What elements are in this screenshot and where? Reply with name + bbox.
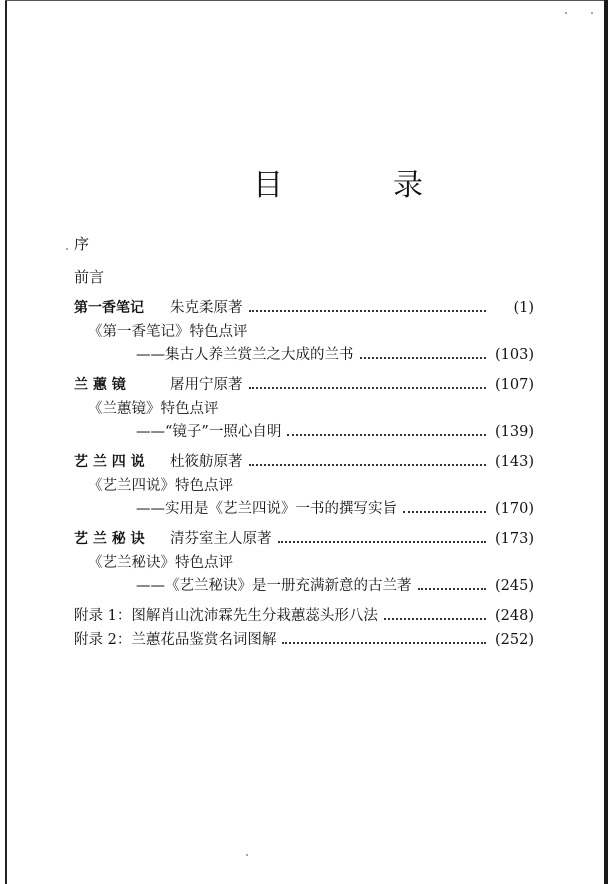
toc-sub-title: 《艺兰秘诀》特色点评 [88, 555, 233, 571]
toc-appendix-title: 附录 1：图解肖山沈沛霖先生分栽蕙蕊头形八法 [74, 608, 378, 624]
toc-page-number: (1) [513, 300, 534, 316]
dot-leader [418, 587, 487, 590]
dot-leader [287, 433, 486, 436]
scan-speck [591, 12, 593, 14]
dot-leader [278, 540, 487, 543]
toc-entry[interactable] [74, 373, 534, 395]
toc-sub-title: ——实用是《艺兰四说》一书的撰写实旨 [136, 501, 397, 517]
toc-subentry[interactable] [136, 343, 534, 365]
toc-page-number: (248) [495, 608, 534, 624]
toc-page-number: (139) [495, 424, 534, 440]
toc-section-title: 艺 兰 秘 诀 [74, 531, 145, 547]
toc-sub-title: ——“镜子”一照心自明 [136, 424, 282, 440]
toc-sub-title: 《第一香笔记》特色点评 [88, 324, 248, 340]
toc-section-title: 第一香笔记 [74, 300, 144, 316]
toc-subentry[interactable] [88, 551, 534, 573]
toc-subentry[interactable] [88, 397, 534, 419]
toc-author: 屠用宁原著 [170, 377, 243, 393]
toc-appendix[interactable] [74, 628, 534, 650]
toc-page-number: (107) [495, 377, 534, 393]
toc-sub-title: 《兰蕙镜》特色点评 [88, 401, 219, 417]
dot-leader [249, 309, 487, 312]
dot-leader [282, 641, 486, 644]
toc-subentry[interactable] [136, 420, 534, 442]
toc-subentry[interactable] [88, 320, 534, 342]
toc-section-title: 兰 蕙 镜 [74, 377, 126, 393]
toc-section-title: 艺 兰 四 说 [74, 454, 145, 470]
page-top-edge [5, 0, 604, 1]
page-right-edge [604, 0, 608, 884]
dot-leader [360, 356, 487, 359]
toc-sub-title: 《艺兰四说》特色点评 [88, 478, 233, 494]
dot-leader [403, 510, 486, 513]
toc-preface: 序 [74, 235, 90, 253]
toc-author: 杜筱舫原著 [170, 454, 243, 470]
page-left-edge [5, 0, 7, 884]
toc-page-number: (173) [495, 531, 534, 547]
scan-speck [66, 248, 68, 250]
toc-page-number: (170) [495, 501, 534, 517]
toc-page-number: (245) [495, 578, 534, 594]
toc-entry[interactable] [74, 296, 534, 318]
toc-author: 朱克柔原著 [170, 300, 243, 316]
toc-appendix[interactable] [74, 604, 534, 626]
toc-page-number: (103) [495, 347, 534, 363]
toc-sub-title: ——《艺兰秘诀》是一册充满新意的古兰著 [136, 578, 412, 594]
toc-subentry[interactable] [88, 474, 534, 496]
toc-entry[interactable] [74, 450, 534, 472]
toc-page-number: (252) [495, 632, 534, 648]
scan-speck [565, 12, 567, 14]
toc-sub-title: ——集古人养兰赏兰之大成的兰书 [136, 347, 354, 363]
toc-appendix-title: 附录 2：兰蕙花品鉴赏名词图解 [74, 632, 277, 648]
scan-speck [246, 854, 248, 856]
toc-entry[interactable] [74, 527, 534, 549]
dot-leader [249, 386, 487, 389]
toc-page-number: (143) [495, 454, 534, 470]
toc-author: 清芬室主人原著 [170, 531, 272, 547]
toc-subentry[interactable] [136, 497, 534, 519]
toc-subentry[interactable] [136, 574, 534, 596]
dot-leader [249, 463, 487, 466]
page-title: 目 录 [253, 168, 463, 203]
toc-foreword: 前言 [74, 268, 105, 286]
dot-leader [384, 617, 486, 620]
